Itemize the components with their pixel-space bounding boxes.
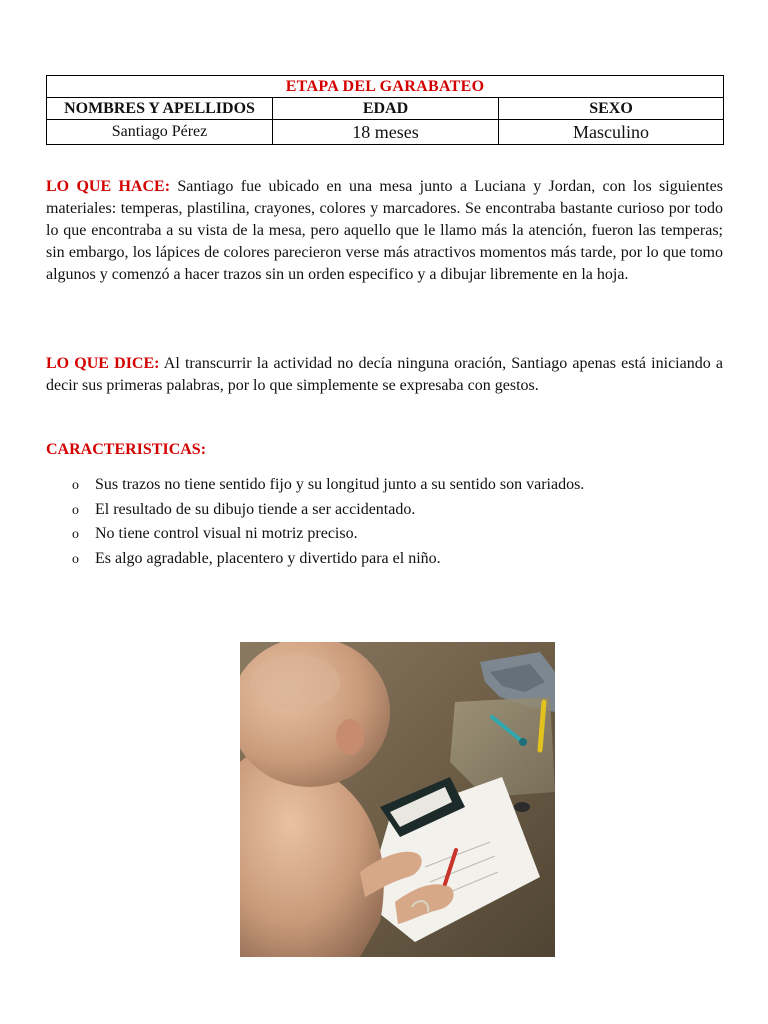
list-item-text: El resultado de su dibujo tiende a ser accidentado. xyxy=(95,500,416,518)
photo-illustration xyxy=(240,642,555,957)
list-item xyxy=(72,522,584,547)
table-title: ETAPA DEL GARABATEO xyxy=(47,76,724,98)
header-nombres: NOMBRES Y APELLIDOS xyxy=(47,98,273,120)
header-edad: EDAD xyxy=(273,98,499,120)
bullet-icon: o xyxy=(72,551,79,567)
lo-que-dice-paragraph xyxy=(46,353,723,397)
child-drawing-photo xyxy=(240,642,555,957)
value-sexo: Masculino xyxy=(499,120,724,145)
value-nombre: Santiago Pérez xyxy=(47,120,273,145)
lo-que-dice-text: Al transcurrir la actividad no decía ninguna oración, Santiago apenas está iniciando a decir sus primeras palabras, por lo que simplemente se expresaba con gestos. xyxy=(46,355,724,394)
lo-que-hace-text: Santiago fue ubicado en una mesa junto a Luciana y Jordan, con los siguientes materiales: temperas, plastilina, crayones, colores y marcadores. Se encontraba bastante curioso por todo lo que encontraba a su vista de la mesa, pero aquello que le llamo más la atención, fueron las temperas; sin embargo, los lápices de colores parecieron verse más atractivos momentos más tarde, por lo que tomo algunos y comenzó a hacer trazos sin un orden especifico y a dibujar libremente en la hoja. xyxy=(46,178,724,283)
list-item xyxy=(72,473,584,498)
list-item-text: Es algo agradable, placentero y divertido para el niño. xyxy=(95,549,441,567)
caracteristicas-list xyxy=(72,473,584,571)
bullet-icon: o xyxy=(72,527,79,542)
lo-que-dice-label: LO QUE DICE: xyxy=(46,355,160,372)
value-edad: 18 meses xyxy=(273,120,499,145)
list-item xyxy=(72,498,584,523)
list-item-text: No tiene control visual ni motriz preciso. xyxy=(95,525,358,542)
list-item-text: Sus trazos no tiene sentido fijo y su longitud junto a su sentido son variados. xyxy=(95,476,585,493)
lo-que-hace-paragraph xyxy=(46,176,723,286)
bullet-icon: o xyxy=(72,502,79,518)
caracteristicas-heading: CARACTERISTICAS: xyxy=(46,441,207,458)
bullet-icon: o xyxy=(72,478,79,493)
lo-que-hace-label: LO QUE HACE: xyxy=(46,178,171,195)
info-table xyxy=(46,75,724,145)
list-item xyxy=(72,547,584,572)
header-sexo: SEXO xyxy=(499,98,724,120)
